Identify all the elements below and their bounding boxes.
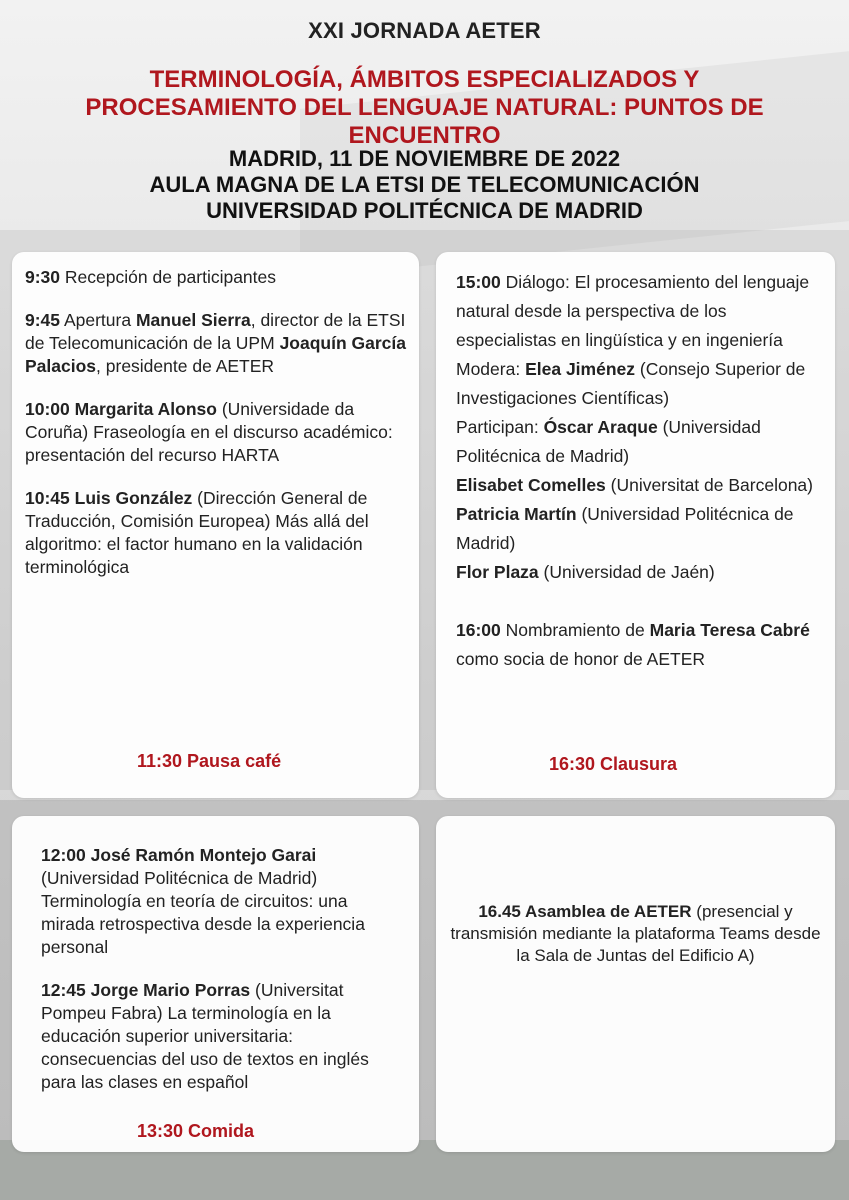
participant-entry: [456, 413, 821, 471]
speaker-role: , director de la ETSI de Telecomunicación de la UPM: [25, 310, 406, 353]
speaker-affiliation: (Universidad Politécnica de Madrid): [456, 417, 761, 466]
talk-entry: [25, 398, 407, 467]
speaker-name: Elisabet Comelles: [456, 475, 606, 495]
speaker-name: Maria Teresa Cabré: [649, 620, 810, 640]
afternoon-schedule-card: [436, 252, 835, 798]
talk-entry: [25, 487, 407, 579]
talk-entry: [41, 844, 405, 959]
event-title: XXI JORNADA AETER: [308, 18, 541, 43]
opening-entry: [25, 309, 407, 378]
venue-university: UNIVERSIDAD POLITÉCNICA DE MADRID: [206, 198, 643, 223]
speaker-name: Manuel Sierra: [135, 310, 251, 330]
participant-entry: [456, 500, 821, 558]
venue-date: MADRID, 11 DE NOVIEMBRE DE 2022: [228, 146, 621, 171]
lunch-break: 13:30 Comida: [137, 1121, 255, 1141]
assembly-entry: [446, 901, 825, 967]
dialogue-entry: [456, 268, 821, 355]
entry-text: Apertura: [63, 310, 132, 330]
entry-text: (Universitat Pompeu Fabra) La terminología en la educación superior universitaria: consecuencias del uso de textos en inglés para las clases en español: [41, 980, 369, 1092]
speaker-affiliation: (Universitat de Barcelona): [610, 475, 813, 495]
entry-time: 10:00: [25, 399, 70, 419]
talk-entry: [41, 979, 405, 1094]
speaker-name: Flor Plaza: [456, 562, 539, 582]
entry-time: 9:30: [25, 267, 61, 287]
entry-text: (Dirección General de Traducción, Comisión Europea) Más allá del algoritmo: el factor humano en la validación terminológica: [25, 488, 369, 577]
moderator-label: Modera:: [456, 359, 521, 379]
entry-text: Nombramiento de: [505, 620, 645, 640]
entry-time: 12:00: [41, 845, 86, 865]
midday-schedule-card: [12, 816, 419, 1152]
speaker-name: Luis González: [74, 488, 193, 508]
assembly-text: (presencial y transmisión mediante la plataforma Teams desde la Sala de Juntas del Edificio A): [450, 902, 821, 965]
speaker-name: Joaquín García Palacios: [25, 333, 406, 376]
entry-time: 16:00: [456, 620, 501, 640]
participants-label: Participan:: [456, 417, 539, 437]
participant-entry: [456, 558, 821, 587]
speaker-name: Margarita Alonso: [74, 399, 217, 419]
speaker-name: Jorge Mario Porras: [90, 980, 251, 1000]
speaker-affiliation: (Universidad de Jaén): [543, 562, 715, 582]
entry-text: (Universidade da Coruña) Fraseología en el discurso académico: presentación del recurso HARTA: [25, 399, 393, 465]
event-venue: [40, 146, 809, 224]
assembly-title: 16.45 Asamblea de AETER: [478, 902, 692, 921]
speaker-name: José Ramón Montejo Garai: [90, 845, 317, 865]
venue-room: AULA MAGNA DE LA ETSI DE TELECOMUNICACIÓN: [149, 172, 700, 197]
participant-entry: [456, 471, 821, 500]
entry-time: 15:00: [456, 272, 501, 292]
entry-text: Recepción de participantes: [64, 267, 277, 287]
speaker-affiliation: (Consejo Superior de Investigaciones Científicas): [456, 359, 806, 408]
speaker-name: Patricia Martín: [456, 504, 577, 524]
speaker-affiliation: (Universidad Politécnica de Madrid): [456, 504, 794, 553]
entry-text: (Universidad Politécnica de Madrid) Terminología en teoría de circuitos: una mirada retrospectiva desde la experiencia personal: [41, 868, 365, 957]
closing-label: 16:30 Clausura: [549, 754, 678, 774]
speaker-name: Elea Jiménez: [525, 359, 635, 379]
entry-text: como socia de honor de AETER: [456, 649, 706, 669]
assembly-card: [436, 816, 835, 1152]
entry-time: 12:45: [41, 980, 86, 1000]
honor-entry: [456, 616, 821, 674]
moderator-entry: [456, 355, 821, 413]
speaker-role: , presidente de AETER: [96, 356, 275, 376]
entry-text: Diálogo: El procesamiento del lenguaje natural desde la perspectiva de los especialistas en lingüística y en ingeniería: [456, 272, 810, 350]
speaker-name: Óscar Araque: [543, 417, 658, 437]
entry-time: 10:45: [25, 488, 70, 508]
reception-entry: [25, 266, 407, 289]
morning-schedule-card: [12, 252, 419, 798]
event-theme: TERMINOLOGÍA, ÁMBITOS ESPECIALIZADOS Y PROCESAMIENTO DEL LENGUAJE NATURAL: PUNTOS DE ENCUENTRO: [85, 66, 764, 149]
coffee-break: 11:30 Pausa café: [137, 751, 282, 771]
entry-time: 9:45: [25, 310, 61, 330]
